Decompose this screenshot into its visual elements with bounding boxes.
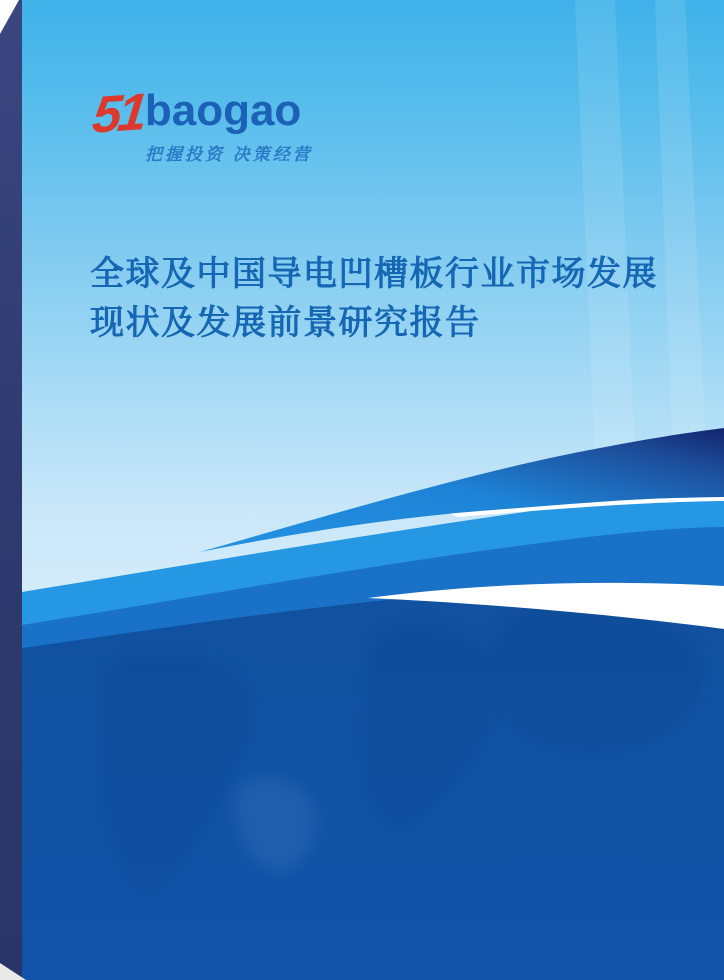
logo	[89, 83, 353, 178]
book-spine	[0, 0, 22, 980]
logo-wordmark: baogao	[144, 86, 302, 135]
logo-51-mark-icon: 51	[89, 83, 147, 145]
logo-tagline: 把握投资 决策经营	[145, 145, 313, 164]
report-title	[90, 250, 690, 348]
sky-light-streaks	[575, 0, 705, 460]
report-title-line1: 全球及中国导电凹槽板行业市场发展	[90, 255, 658, 293]
report-title-line2: 现状及发展前景研究报告	[90, 304, 481, 342]
